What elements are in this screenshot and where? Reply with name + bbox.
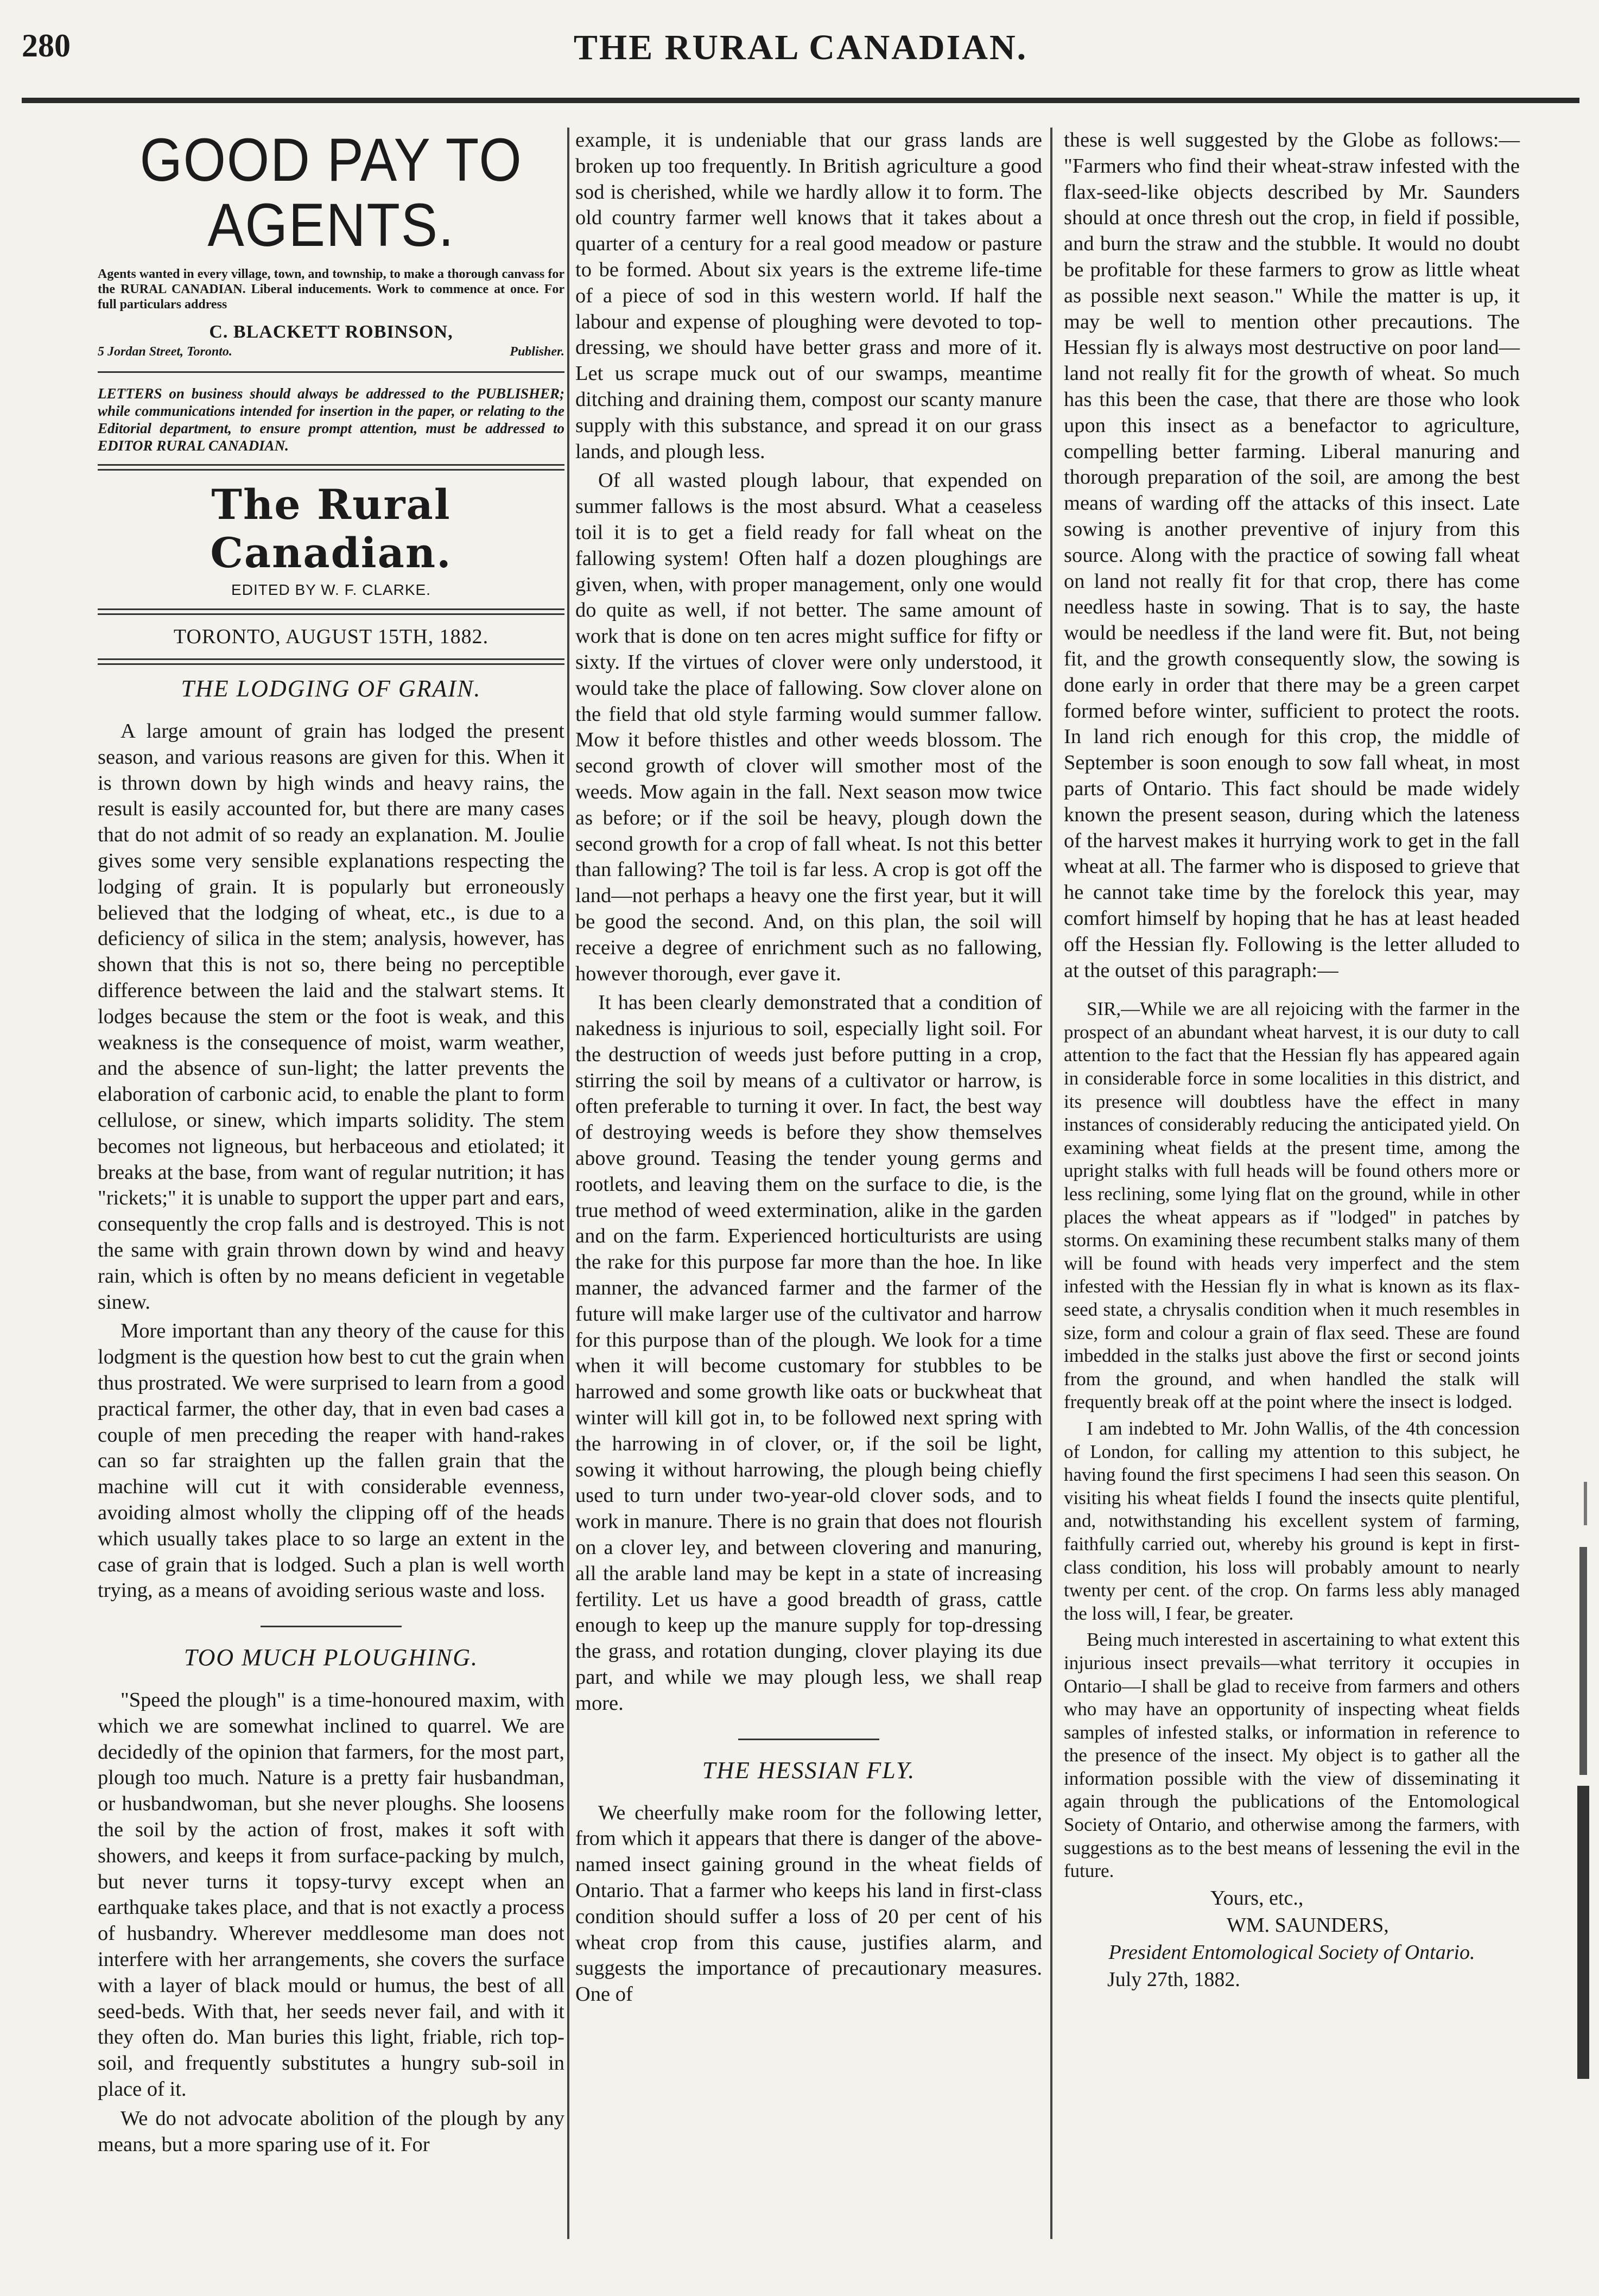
paragraph: example, it is undeniable that our grass lands are broken up too frequently. In British agriculture a good sod is cherished, while we hardly allow it to form. The old country farmer well knows that it takes about a quarter of a century for a real good meadow or pasture to be formed. About six years is the extreme life-time of a piece of sod in this western world. If half the labour and expense of ploughing were devoted to top-dressing, we should have better grass and more of it. Let us scrape muck out of our swamps, meantime ditching and draining them, compost our scanty manure supply with this substance, and spread it on our grass lands, and plough less. — [575, 129, 1042, 463]
page-number: 280 — [22, 28, 71, 64]
divider — [98, 608, 564, 615]
ad-title: GOOD PAY TO AGENTS. — [139, 126, 523, 259]
letter-body — [1064, 998, 1520, 1883]
paragraph: We do not advocate abolition of the plough by any means, but a more sparing use of it. For — [98, 2107, 564, 2156]
divider — [98, 371, 564, 373]
divider — [261, 1626, 402, 1627]
header-rule — [22, 98, 1579, 103]
divider — [98, 464, 564, 471]
article-title-ploughing: TOO MUCH PLOUGHING. — [183, 1644, 478, 1671]
letter-signer-title: President Entomological Society of Ontario. — [1108, 1940, 1475, 1964]
paragraph: A large amount of grain has lodged the present season, and various reasons are given for this. When it is thrown down by high winds and heavy rains, the result is easily accounted for, but there are many cases that do not admit of so ready an explanation. M. Joulie gives some very sensible explanations respecting the lodging of grain. It is popularly but erroneously believed that the lodging of wheat, etc., is due to a deficiency of silica in the stem; analysis, however, has shown that this is not so, there being no perceptible difference between the laid and the stalwart stems. It lodges because the stem or the foot is weak, and this weakness is the consequence of moist, warm weather, and the absence of sun-light; the latter prevents the elaboration of carbonic acid, to enable the plant to form cellulose, or sinew, which imparts solidity. The stem becomes not ligneous, but herbaceous and etiolated; it breaks at the base, from want of regular nutrition; it has "rickets;" it is unable to support the upper part and ears, consequently the crop falls and is destroyed. This is not the same with grain thrown down by wind and heavy rain, which is often by no means deficient in vegetable sinew. — [98, 720, 564, 1314]
column-divider — [567, 128, 569, 2239]
paragraph: We cheerfully make room for the following letter, from which it appears that there is danger of the above-named insect gaining ground in the wheat fields of Ontario. That a farmer who keeps his land in first-class condition should suffer a loss of 20 per cent of his wheat crop from this cause, justifies alarm, and suggests the importance of precautionary measures. One of — [575, 1801, 1042, 2006]
editor-line: EDITED BY W. F. CLARKE. — [231, 581, 431, 598]
masthead-title: THE RURAL CANADIAN. — [573, 28, 1028, 67]
letter-signature: WM. SAUNDERS, — [1227, 1913, 1389, 1937]
article-body-hessian — [575, 1800, 1042, 2008]
paragraph: I am indebted to Mr. John Wallis, of the 4th concession of London, for calling my attention to this subject, he having found the first specimens I had seen this season. On visiting his wheat fields I found the insects quite plentiful, and, notwithstanding his excellent system of farming, faithfully carried out, whereby his ground is kept in first-class condition, his loss will probably amount to nearly twenty per cent. of the crop. On farms less ably managed the loss will, I fear, be greater. — [1064, 1417, 1520, 1624]
scan-edge-mark — [1574, 1482, 1594, 2079]
ad-publisher-row — [98, 345, 564, 359]
ad-text: Agents wanted in every village, town, and township, to make a thorough canvass for the RURAL CANADIAN. Liberal inducements. Work to commence at once. For full particulars address — [98, 267, 564, 312]
column-1 — [98, 128, 564, 2161]
page-header — [22, 27, 1579, 109]
column-divider — [1050, 128, 1052, 2239]
article-title-hessian: THE HESSIAN FLY. — [702, 1756, 916, 1784]
article-body-lodging — [98, 719, 564, 1604]
paragraph: these is well suggested by the Globe as follows:— "Farmers who find their wheat-straw infested with the flax-seed-like objects described by Mr. Saunders should at once thresh out the crop, in field if possible, and burn the straw and the stubble. It would no doubt be profitable for these farmers to grow as little wheat as possible next season." While the matter is up, it may be well to mention other precautions. The Hessian fly is always most destructive on poor land—land not really fit for the growth of wheat. So much has this been the case, that there are those who look upon this insect as a benefactor to agriculture, compelling better farming. Liberal manuring and thorough preparation of the soil, are among the best means of warding off the attacks of this insect. Late sowing is another preventive of injury from this source. Along with the practice of sowing fall wheat on land not really fit for that crop, there has come needless haste in sowing. That is to say, the haste would be needless if the land were fit. But, not being fit, and the growth consequently slow, the sowing is done early in order that there may be a green carpet formed before winter, sufficient to protect the roots. In land rich enough for this crop, the middle of September is soon enough to sow fall wheat, in most parts of Ontario. This fact should be made widely known the present season, during which the lateness of the harvest makes it hurrying work to get in the fall wheat at all. The farmer who is disposed to grieve that he cannot take time by the forelock this year, may comfort himself by hoping that he has at least headed off the Hessian fly. Following is the letter alluded to at the outset of this paragraph:— — [1064, 129, 1520, 982]
dateline: TORONTO, AUGUST 15TH, 1882. — [173, 625, 489, 648]
article-body-ploughing — [98, 1688, 564, 2158]
paragraph: It has been clearly demonstrated that a condition of nakedness is injurious to soil, especially light soil. For the destruction of weeds just before putting in a crop, stirring the soil by means of a cultivator or harrow, is often preferable to turning it over. In fact, the best way of destroying weeds is before they show themselves above ground. Teasing the tender young germs and rootlets, and leaving them on the surface to die, is the true method of weed extermination, alike in the garden and on the farm. Experienced horticulturists are using the rake for this purpose far more than the hoe. In like manner, the advanced farmer and the farmer of the future will make larger use of the cultivator and harrow for this purpose than of the plough. We look for a time when it will become customary for stubbles to be harrowed and some growth like oats or buckwheat that winter will kill got in, to be followed next spring with the harrowing in of clover, or, if the soil be light, sowing it without harrowing, the plough being chiefly used to turn under two-year-old clover sods, and to work in manure. There is no grain that does not flourish on a clover ley, and between clovering and manuring, all the arable land may be kept in a state of increasing fertility. Let us have a good breadth of grass, cattle enough to keep up the manure supply for top-dressing the grass, and rotation dunging, clover playing its due part, and while we may plough less, we shall reap more. — [575, 991, 1043, 1715]
article-body-hessian-cont — [1064, 128, 1520, 984]
letter-closing: Yours, etc., — [1210, 1886, 1304, 1910]
paragraph: Of all wasted plough labour, that expended on summer fallows is the most absurd. What a ceaseless toil it is to get a field ready for fall wheat on the fallowing system! Often half a dozen ploughings are given, when, with proper management, only one would do quite as well, if not better. The same amount of work that is done on ten acres might suffice for fifty or sixty. If the virtues of clover were only understood, it would take the place of fallowing. Sow clover alone on the field that old style farming would summer fallow. Mow it before thistles and other weeds blossom. The second growth of clover will smother most of the weeds. Mow again in the fall. Next season mow twice as before; or if the soil be heavy, plough down the second growth for a crop of fall wheat. Is not this better than fallowing? The toil is far less. A crop is got off the land—not perhaps a heavy one the first year, but it will be good the second. And, on this plan, the soil will receive a degree of enrichment such as no fallowing, however thorough, ever gave it. — [575, 469, 1042, 985]
paragraph: "Speed the plough" is a time-honoured maxim, with which we are somewhat inclined to quarrel. We are decidedly of the opinion that farmers, for the most part, plough too much. Nature is a pretty fair husbandman, or husbandwoman, but she never ploughs. She loosens the soil by the action of frost, makes it soft with showers, and keeps it from surface-packing by mulch, but never turns it topsy-turvy except when an earthquake takes place, and that is not exactly a process of husbandry. Wherever meddlesome man does not interfere with her arrangements, she covers the surface with a layer of black mould or humus, the best of all seed-beds. With that, her seeds never fail, and with it they often do. Man buries this light, friable, rich top-soil, and frequently substitutes a hungry sub-soil in place of it. — [98, 1689, 564, 2101]
ad-publisher-name: C. BLACKETT ROBINSON, — [209, 322, 453, 342]
divider — [98, 658, 564, 665]
paper-name: The Rural Canadian. — [210, 480, 452, 577]
column-3 — [1064, 128, 1520, 1995]
letter-date: July 27th, 1882. — [1107, 1968, 1240, 1991]
ad-publisher-role: Publisher. — [510, 345, 564, 359]
ad-publisher-address: 5 Jordan Street, Toronto. — [98, 345, 232, 359]
paragraph: SIR,—While we are all rejoicing with the farmer in the prospect of an abundant wheat harvest, it is our duty to call attention to the fact that the Hessian fly has appeared again in considerable force in some localities in this district, and its presence will doubtless have the effect in many instances of considerably reducing the anticipated yield. On examining wheat fields at the present time, among the upright stalks with full heads will be found others more or less reclining, some lying flat on the ground, while in other places the wheat appears as if "lodged" in patches by storms. On examining these recumbent stalks many of them will be found with heads very imperfect and the stem infested with the Hessian fly in what is known as its flax-seed state, a chrysalis condition when it much resembles in size, form and colour a grain of flax seed. These are found imbedded in the stalks just above the first or second joints from the ground, and when handled the stalk will frequently break off at the point where the insect is lodged. — [1064, 998, 1520, 1413]
column-2 — [575, 128, 1042, 2011]
divider — [738, 1739, 879, 1740]
article-title-lodging: THE LODGING OF GRAIN. — [181, 675, 481, 702]
paragraph: More important than any theory of the cause for this lodgment is the question how best to cut the grain when thus prostrated. We were surprised to learn from a good practical farmer, the other day, that in even bad cases a couple of men preceding the reaper with hand-rakes can so far straighten up the fallen grain that the machine will cut it with considerable evenness, avoiding almost wholly the clipping off of the heads which usually takes place to so large an extent in the case of grain that is lodged. Such a plan is well worth trying, as a means of avoiding serious waste and loss. — [98, 1320, 564, 1602]
paragraph: Being much interested in ascertaining to what extent this injurious insect prevails—what territory it occupies in Ontario—I shall be glad to receive from farmers and others who may have an opportunity of inspecting wheat fields samples of infested stalks, or information in reference to the presence of the insect. My object is to gather all the information possible with the view of disseminating it again through the publications of the Entomological Society of Ontario, and otherwise among the farmers, with suggestions as to the best means of lessening the evil in the future. — [1064, 1629, 1520, 1882]
article-body-ploughing-cont — [575, 128, 1042, 1717]
letters-notice: LETTERS on business should always be addressed to the PUBLISHER; while communications intended for insertion in the paper, or relating to the Editorial department, to ensure prompt attention, must be addressed to EDITOR RURAL CANADIAN. — [98, 385, 564, 454]
